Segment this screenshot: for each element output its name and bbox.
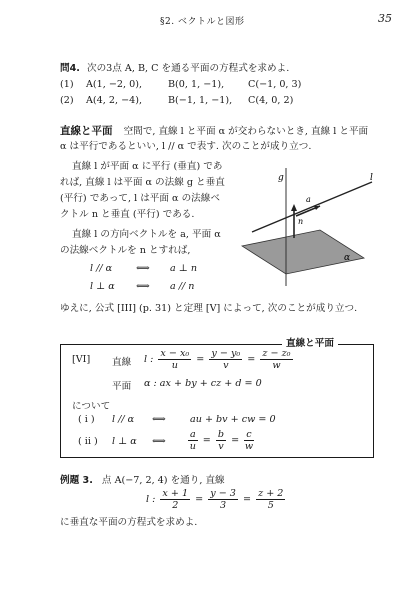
iff-arrow: ⟺ — [136, 263, 150, 274]
theorem-label: [VI] — [72, 354, 91, 365]
rel-left: l ⊥ α — [90, 281, 115, 292]
iff-arrow: ⟺ — [136, 281, 150, 292]
line-variable: l : — [146, 494, 156, 505]
equals-sign: = — [195, 494, 204, 505]
page-number: 35 — [378, 12, 392, 25]
problem-text: 次の3点 A, B, C を通る平面の方程式を求めよ. — [86, 63, 290, 74]
case-1-relation: l // α — [112, 414, 135, 425]
line-equation — [144, 348, 295, 371]
label-l: l — [370, 173, 373, 183]
example-text: 点 A(−7, 2, 4) を通り, 直線 — [101, 475, 225, 486]
case-1-number: ( i ) — [78, 414, 95, 425]
line-word: 直線 — [112, 357, 132, 368]
example-line-equation: l : $\frac{x + 1}{2}$ = $\frac{y - 3}{3}$ = $\frac{z + 2}{5}$ — [146, 488, 284, 511]
point-a: A(4, 2, −4), — [86, 95, 143, 106]
equals-sign: = — [247, 354, 256, 365]
section-heading: 直線と平面 — [60, 125, 113, 137]
arrowhead-n — [291, 204, 297, 211]
plane-word: 平面 — [112, 381, 132, 392]
para2-line: 直線 l の方向ベクトルを a, 平面 α — [72, 229, 221, 240]
problem-item — [60, 94, 294, 108]
equals-sign: = — [196, 354, 205, 365]
case-2-equation: $\frac{a}{u}$ = $\frac{b}{v}$ = $\frac{c}{w}$ — [189, 429, 254, 452]
label-a: a — [306, 195, 311, 204]
problem-4 — [60, 62, 289, 76]
problem-label: 問4. — [60, 63, 80, 74]
line-l — [252, 182, 372, 232]
fraction-y: $\frac{\text{y − y₀}}{v}$ — [211, 348, 241, 371]
line-plane-figure — [232, 168, 382, 288]
theorem-box-title: 直線と平面 — [282, 335, 338, 349]
para1-line: 直線 l が平面 α に平行 (垂直) であ — [72, 161, 223, 172]
para1-line: れば, 直線 l は平面 α の法線 g と垂直 — [60, 177, 225, 188]
line-variable: l : — [144, 354, 154, 365]
plane-alpha — [242, 230, 364, 274]
relation-perpendicular — [90, 280, 195, 294]
fraction-z: $\frac{\text{z − z₀}}{w}$ — [262, 348, 291, 371]
label-n: n — [298, 217, 304, 226]
conclusion-text: ゆえに, 公式 [III] (p. 31) と定理 [V] によって, 次のことが成り立つ. — [60, 303, 358, 314]
point-c: C(4, 0, 2) — [248, 95, 294, 106]
point-c: C(−1, 0, 3) — [248, 79, 302, 90]
rel-right: a ⊥ n — [170, 263, 198, 274]
label-alpha: α — [344, 253, 351, 263]
fraction-x: $\frac{\text{x − x₀}}{u}$ — [160, 348, 190, 371]
plane-equation: α : ax + by + cz + d = 0 — [144, 378, 262, 389]
rel-right: a // n — [170, 281, 195, 292]
case-1-equation: au + bv + cw = 0 — [190, 414, 276, 425]
point-b: B(−1, 1, −1), — [168, 95, 233, 106]
para2-line: の法線ベクトルを n とすれば, — [60, 245, 191, 256]
item-number: (2) — [60, 95, 74, 106]
equals-sign: = — [202, 435, 211, 446]
intro-line-1: 空間で, 直線 l と平面 α が交わらないとき, 直線 l と平面 — [123, 126, 369, 137]
running-header-section: §2. ベクトルと図形 — [160, 17, 245, 27]
point-b: B(0, 1, −1), — [168, 79, 225, 90]
item-number: (1) — [60, 79, 74, 90]
case-2-number: ( ii ) — [78, 436, 98, 447]
iff-arrow: ⟺ — [152, 436, 166, 447]
iff-arrow: ⟺ — [152, 414, 166, 425]
label-g: g — [278, 173, 284, 183]
problem-item — [60, 78, 302, 92]
case-2-relation: l ⊥ α — [112, 436, 137, 447]
para1-line: クトル n と垂直 (平行) である. — [60, 209, 195, 220]
intro-line-2: α は平行であるといい, l // α で表す. 次のことが成り立つ. — [60, 141, 312, 152]
example-label: 例題 3. — [60, 475, 93, 486]
para1-line: (平行) であって, l は平面 α の法線ベ — [60, 193, 220, 204]
example-tail: に垂直な平面の方程式を求めよ. — [60, 517, 198, 528]
equals-sign: = — [231, 435, 240, 446]
section-intro — [60, 124, 368, 138]
equals-sign: = — [242, 494, 252, 505]
about-text: について — [72, 401, 111, 412]
relation-parallel — [90, 262, 198, 276]
rel-left: l // α — [90, 263, 113, 274]
example-3 — [60, 474, 225, 488]
point-a: A(1, −2, 0), — [86, 79, 143, 90]
